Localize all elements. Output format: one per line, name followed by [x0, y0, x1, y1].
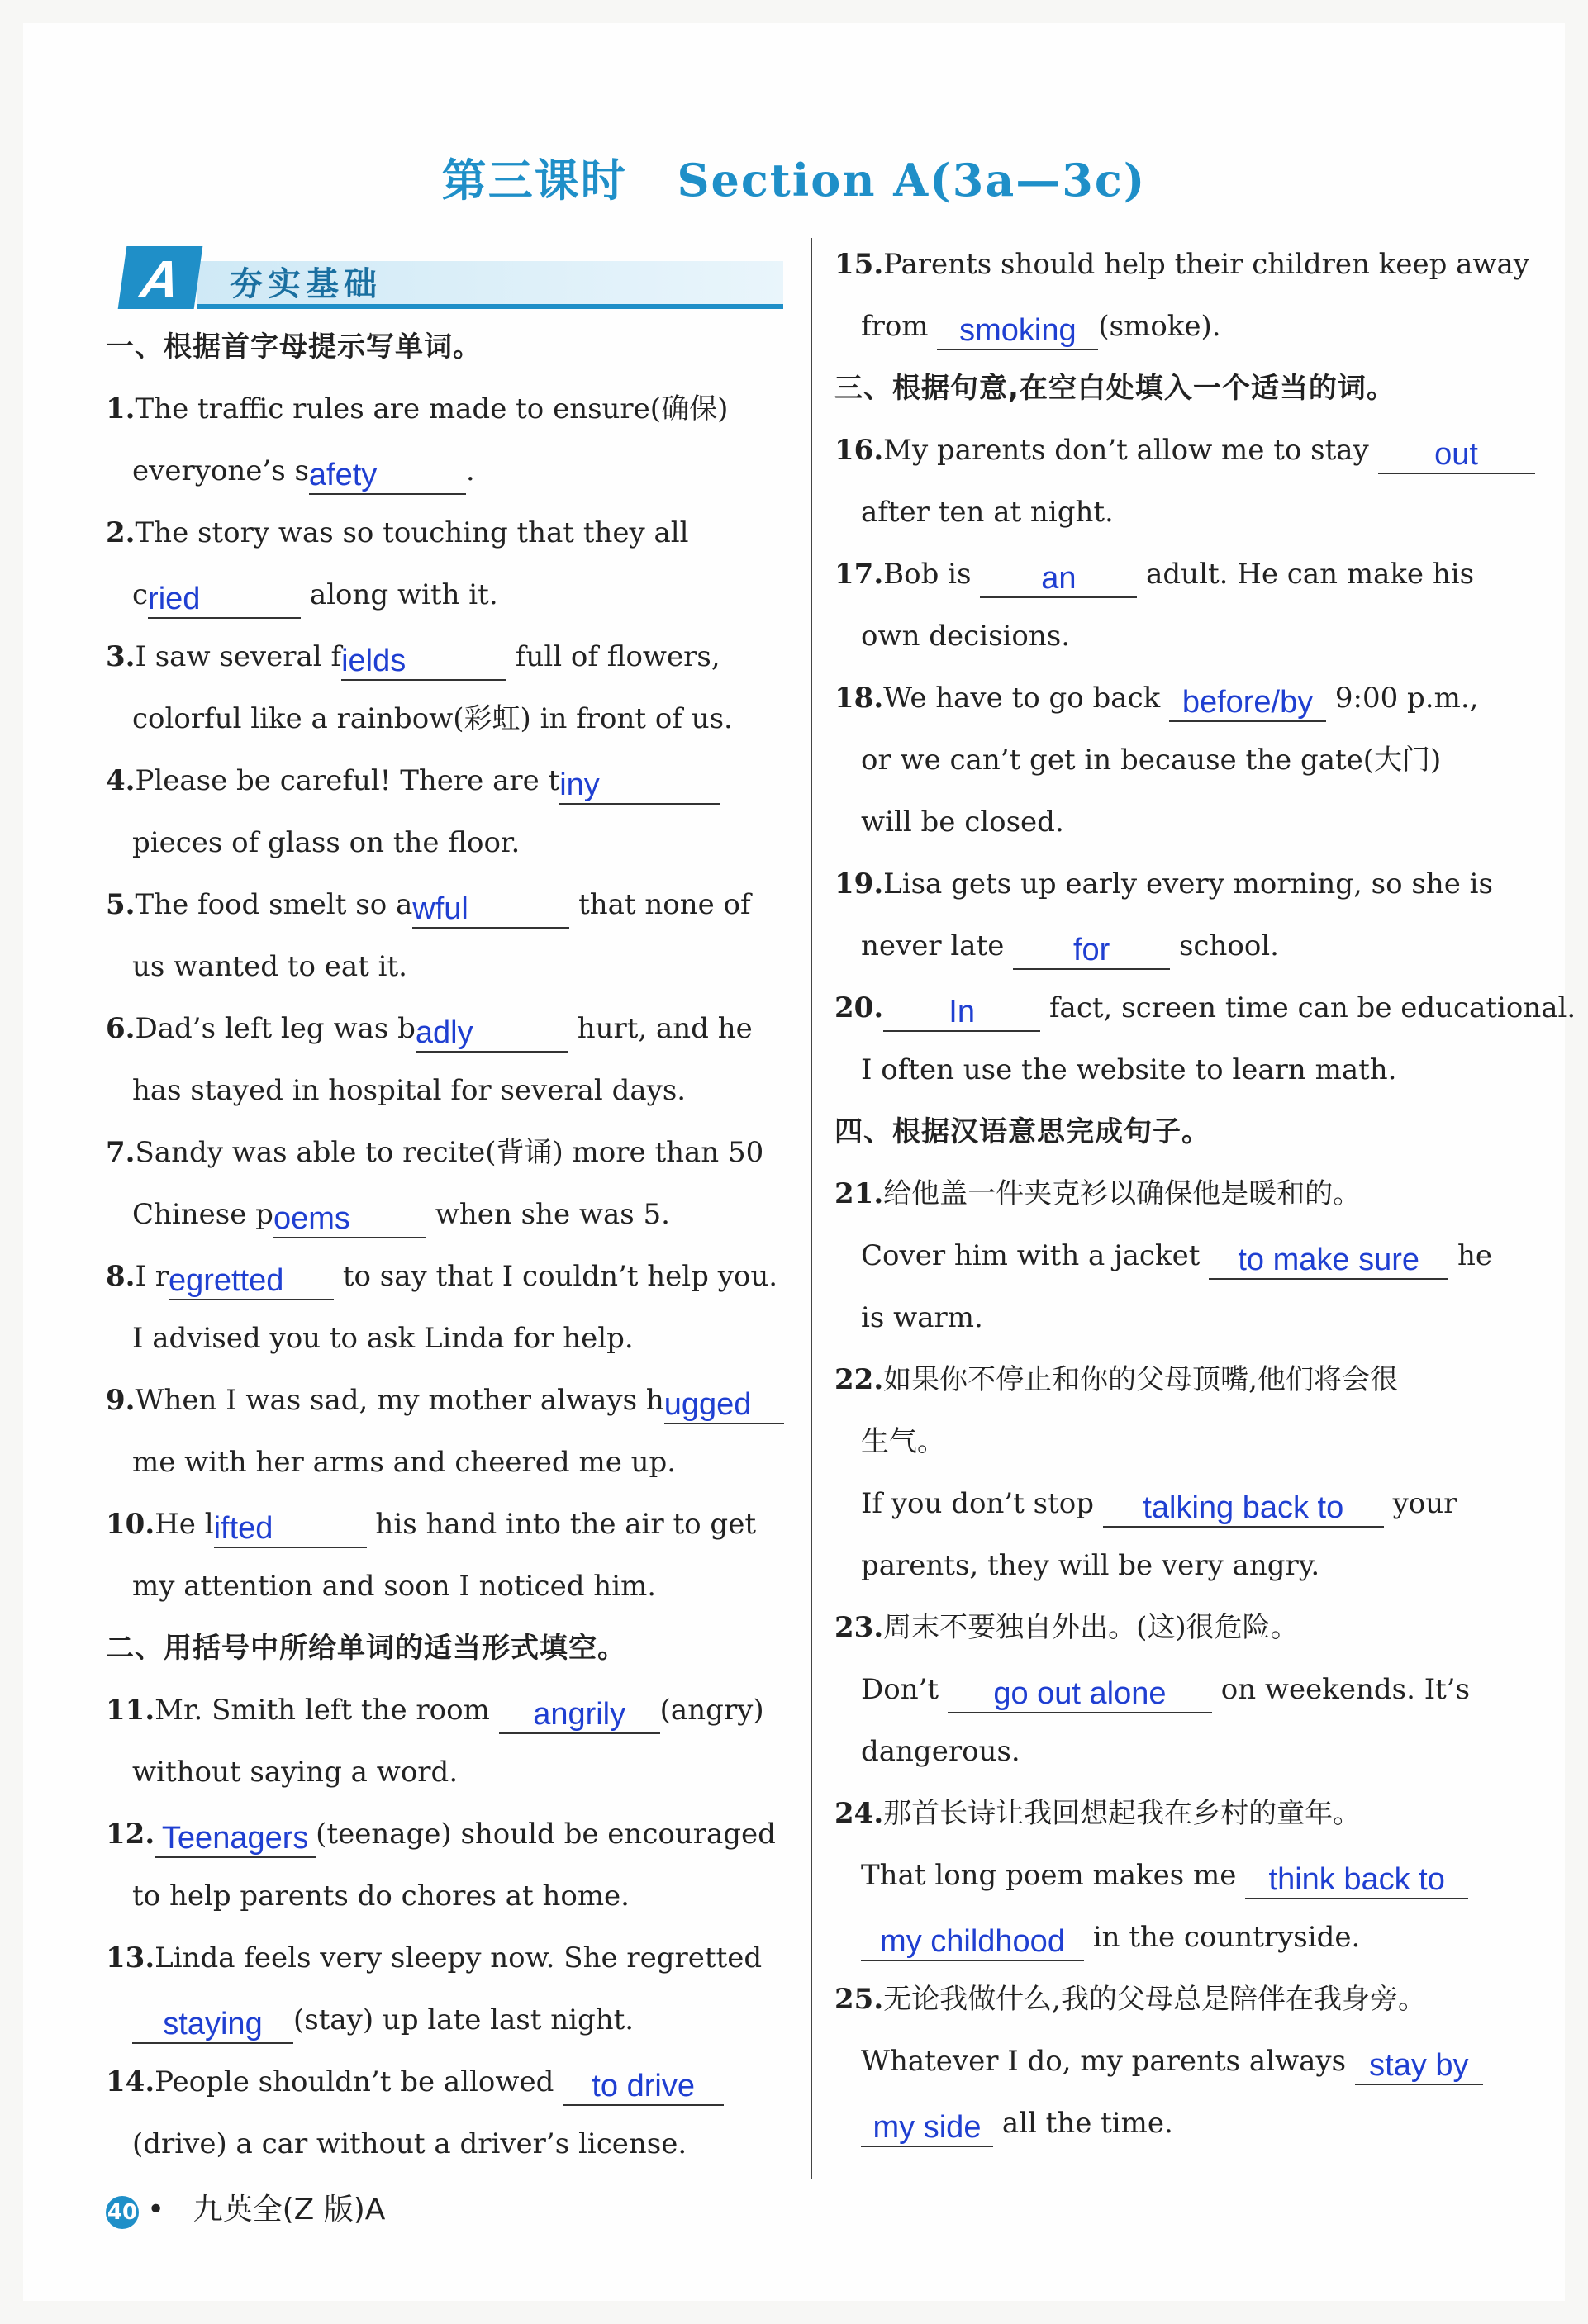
- question-2: 2.The story was so touching that they all: [106, 516, 689, 549]
- answer-blank[interactable]: ugged: [664, 1386, 784, 1424]
- answer-blank[interactable]: to drive: [563, 2068, 724, 2106]
- answer-blank[interactable]: adly: [416, 1015, 568, 1053]
- badge-letter: A: [118, 246, 203, 309]
- question-10-cont: my attention and soon I noticed him.: [132, 1570, 657, 1603]
- question-4-cont: pieces of glass on the floor.: [132, 826, 521, 859]
- book-name: 九英全(Z 版)A: [193, 2193, 386, 2227]
- badge-text: 夯实基础: [230, 264, 382, 303]
- section-heading-3: 三、根据句意,在空白处填入一个适当的词。: [834, 372, 1395, 405]
- question-13: 13.Linda feels very sleepy now. She regretted: [106, 1941, 763, 1975]
- footer-separator: •: [147, 2193, 165, 2227]
- title-cn: 第三课时: [441, 154, 627, 207]
- answer-blank[interactable]: my side: [861, 2109, 993, 2147]
- question-20: 20. In fact, screen time can be educational.: [834, 977, 1520, 1039]
- answer-blank[interactable]: ried: [148, 581, 301, 619]
- question-25: 25.无论我做什么,我的父母总是陪伴在我身旁。: [834, 1983, 1426, 2016]
- question-11: 11.Mr. Smith left the room angrily (angry): [106, 1680, 792, 1742]
- answer-blank[interactable]: egretted: [169, 1262, 334, 1300]
- question-5-cont: us wanted to eat it.: [132, 950, 407, 983]
- question-25-cont: Whatever I do, my parents always stay by: [834, 2031, 1520, 2093]
- answer-blank[interactable]: talking back to: [1103, 1490, 1384, 1528]
- page-title: [23, 145, 1565, 209]
- answer-blank[interactable]: my childhood: [861, 1923, 1084, 1961]
- question-18-cont: or we can’t get in because the gate(大门): [861, 744, 1442, 777]
- question-12: 12. Teenagers (teenage) should be encouraged: [106, 1804, 792, 1865]
- answer-blank[interactable]: iny: [559, 767, 720, 805]
- question-3: 3.I saw several fields full of flowers,: [106, 626, 792, 688]
- question-13-cont: staying (stay) up late last night.: [106, 1989, 792, 2051]
- section-badge: [106, 246, 783, 309]
- question-7: 7.Sandy was able to recite(背诵) more than 50: [106, 1136, 764, 1169]
- question-10: 10.He lifted his hand into the air to get: [106, 1494, 792, 1556]
- question-21-cont: Cover him with a jacket to make sure he: [834, 1225, 1520, 1287]
- question-24-cont: That long poem makes me think back to: [834, 1845, 1520, 1907]
- question-2-cont: cried along with it.: [106, 564, 792, 626]
- answer-blank[interactable]: think back to: [1245, 1861, 1468, 1899]
- question-6-cont: has stayed in hospital for several days.: [132, 1074, 687, 1107]
- question-3-cont: colorful like a rainbow(彩虹) in front of us.: [132, 702, 733, 735]
- question-14: 14.People shouldn’t be allowed to drive: [106, 2051, 792, 2113]
- answer-blank[interactable]: go out alone: [948, 1675, 1212, 1713]
- question-4: 4.Please be careful! There are tiny: [106, 750, 792, 812]
- right-column: [834, 234, 1576, 2155]
- question-9: 9.When I was sad, my mother always hugged: [106, 1370, 792, 1432]
- question-18: 18.We have to go back before/by 9:00 p.m.,: [834, 668, 1520, 730]
- question-23: 23.周末不要独自外出。(这)很危险。: [834, 1611, 1299, 1644]
- answer-blank[interactable]: smoking: [937, 312, 1098, 350]
- answer-blank[interactable]: In: [883, 994, 1040, 1032]
- question-12-cont: to help parents do chores at home.: [132, 1880, 630, 1913]
- question-11-cont: without saying a word.: [132, 1756, 459, 1789]
- question-5: 5.The food smelt so awful that none of: [106, 874, 792, 936]
- column-divider: [811, 238, 812, 2179]
- left-column: [106, 316, 792, 2175]
- answer-blank[interactable]: oems: [273, 1200, 426, 1238]
- answer-blank[interactable]: before/by: [1169, 684, 1326, 722]
- question-8-cont: I advised you to ask Linda for help.: [132, 1322, 634, 1355]
- question-14-cont: (drive) a car without a driver’s license.: [132, 2127, 687, 2160]
- answer-blank[interactable]: wful: [412, 891, 569, 929]
- question-17-cont: own decisions.: [861, 620, 1071, 653]
- question-1-cont: everyone’s safety .: [106, 440, 792, 502]
- question-22-cn2: 生气。: [861, 1425, 945, 1458]
- question-18-cont2: will be closed.: [861, 806, 1064, 839]
- answer-blank[interactable]: ifted: [214, 1510, 367, 1548]
- question-21-cont2: is warm.: [861, 1301, 983, 1334]
- page-number: 40: [106, 2196, 139, 2229]
- question-1: 1.The traffic rules are made to ensure(确保): [106, 392, 729, 425]
- worksheet-page: [23, 23, 1576, 2301]
- title-en: Section A(3a—3c): [677, 154, 1147, 207]
- question-23-cont: Don’t go out alone on weekends. It’s: [834, 1659, 1520, 1721]
- answer-blank[interactable]: Teenagers: [155, 1820, 316, 1858]
- answer-blank[interactable]: for: [1013, 932, 1170, 970]
- question-7-cont: Chinese poems when she was 5.: [106, 1184, 792, 1246]
- question-19-cont: never late for school.: [834, 915, 1520, 977]
- question-16: 16.My parents don’t allow me to stay out: [834, 420, 1520, 482]
- answer-blank[interactable]: angrily: [499, 1696, 660, 1734]
- answer-blank[interactable]: stay by: [1355, 2047, 1483, 2085]
- section-heading-4: 四、根据汉语意思完成句子。: [834, 1115, 1210, 1148]
- section-heading-2: 二、用括号中所给单词的适当形式填空。: [106, 1632, 626, 1665]
- answer-blank[interactable]: afety: [309, 457, 466, 495]
- question-6: 6.Dad’s left leg was badly hurt, and he: [106, 998, 792, 1060]
- page-footer: [106, 2186, 385, 2229]
- question-15-cont: from smoking (smoke).: [834, 296, 1520, 358]
- question-24-cont2: my childhood in the countryside.: [834, 1907, 1520, 1969]
- question-20-cont: I often use the website to learn math.: [861, 1053, 1397, 1086]
- question-22: 22.如果你不停止和你的父母顶嘴,他们将会很: [834, 1363, 1398, 1396]
- question-24: 24.那首长诗让我回想起我在乡村的童年。: [834, 1797, 1362, 1830]
- question-22-cont: If you don’t stop talking back to your: [834, 1473, 1520, 1535]
- answer-blank[interactable]: to make sure: [1209, 1242, 1448, 1280]
- question-21: 21.给他盖一件夹克衫以确保他是暖和的。: [834, 1177, 1362, 1210]
- answer-blank[interactable]: an: [980, 560, 1137, 598]
- question-23-cont2: dangerous.: [861, 1735, 1020, 1768]
- question-15: 15.Parents should help their children keep away: [834, 248, 1530, 281]
- section-heading-1: 一、根据首字母提示写单词。: [106, 330, 482, 364]
- question-9-cont: me with her arms and cheered me up.: [132, 1446, 677, 1479]
- question-17: 17.Bob is an adult. He can make his: [834, 544, 1520, 606]
- question-8: 8.I regretted to say that I couldn’t help you.: [106, 1246, 792, 1308]
- question-22-cont2: parents, they will be very angry.: [861, 1549, 1320, 1582]
- answer-blank[interactable]: staying: [132, 2006, 293, 2044]
- answer-blank[interactable]: ields: [341, 643, 506, 681]
- question-25-cont2: my side all the time.: [834, 2093, 1520, 2155]
- question-19: 19.Lisa gets up early every morning, so she is: [834, 867, 1493, 901]
- answer-blank[interactable]: out: [1378, 436, 1535, 474]
- question-16-cont: after ten at night.: [861, 496, 1114, 529]
